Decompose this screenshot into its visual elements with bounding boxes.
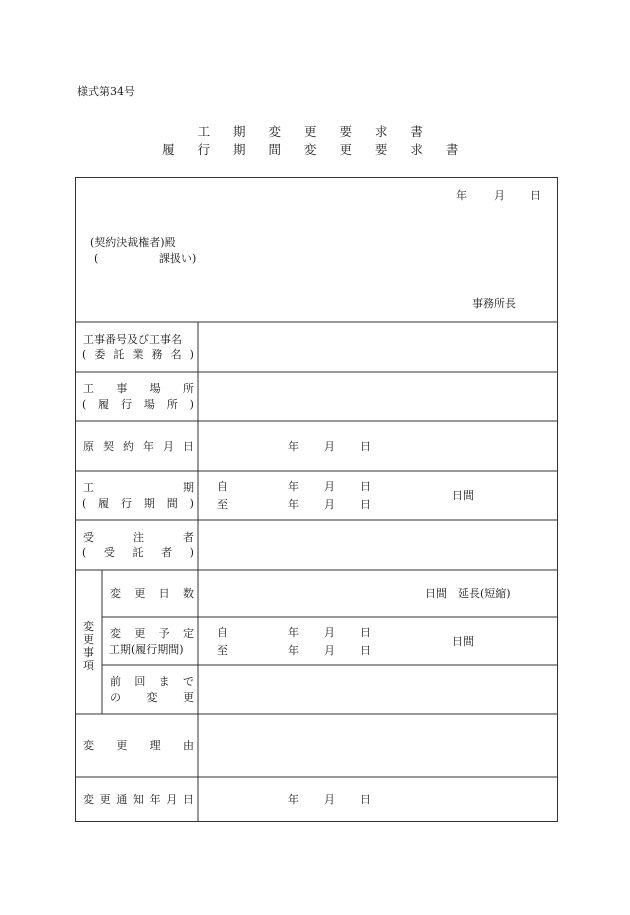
label-period: 工 期 [83, 481, 194, 494]
header-year: 年 [456, 189, 467, 202]
planned-to-day: 日 [360, 644, 371, 657]
period-from: 自 [217, 480, 228, 493]
period-to: 至 [217, 498, 228, 511]
orig-day: 日 [360, 440, 371, 453]
header-day: 日 [530, 189, 541, 202]
change-days-extension: 日間 延長(短縮) [425, 587, 511, 600]
label-original-contract-date: 原 契 約 年 月 日 [83, 440, 194, 453]
label-work-name: 工事番号及び工事名 [83, 333, 182, 346]
addressee: (契約決裁権者)殿 [90, 236, 176, 249]
addressee-sub-open: ( [94, 252, 99, 265]
label-work-place-sub: ( 履 行 場 所 ) [82, 398, 194, 411]
label-contractor: 受 注 者 [83, 531, 194, 544]
period-from-day: 日 [360, 480, 371, 493]
notice-day: 日 [360, 793, 371, 806]
period-from-year: 年 [288, 480, 299, 493]
label-period-sub: ( 履 行 期 間 ) [82, 497, 194, 510]
document-title: 工 期 変 更 要 求 書 [197, 124, 433, 139]
planned-days: 日間 [452, 635, 474, 648]
period-to-month: 月 [324, 498, 335, 511]
orig-month: 月 [324, 440, 335, 453]
notice-month: 月 [324, 793, 335, 806]
addressee-sub-close: 課扱い) [159, 252, 197, 265]
period-from-month: 月 [324, 480, 335, 493]
orig-year: 年 [288, 440, 299, 453]
period-days: 日間 [452, 489, 474, 502]
document-subtitle: 履 行 期 間 変 更 要 求 書 [162, 142, 468, 157]
label-previous: 前 回 ま で [110, 675, 194, 688]
label-previous-sub: の 変 更 [110, 691, 194, 704]
planned-to-month: 月 [324, 644, 335, 657]
form-number: 様式第34号 [77, 85, 135, 98]
label-change-planned-sub: 工期(履行期間) [109, 643, 184, 656]
label-contractor-sub: ( 受 託 者 ) [82, 546, 194, 559]
header-month: 月 [494, 189, 505, 202]
label-change-days: 変 更 日 数 [110, 587, 194, 600]
label-work-name-sub: ( 委 託 業 務 名 ) [82, 348, 194, 361]
label-work-place: 工 事 場 所 [83, 382, 194, 395]
planned-from: 自 [217, 626, 228, 639]
label-change-planned: 変 更 予 定 [110, 627, 194, 640]
planned-to-year: 年 [288, 644, 299, 657]
planned-from-month: 月 [324, 626, 335, 639]
period-to-year: 年 [288, 498, 299, 511]
planned-to: 至 [217, 644, 228, 657]
label-reason: 変 更 理 由 [83, 739, 194, 752]
period-to-day: 日 [360, 498, 371, 511]
notice-year: 年 [288, 793, 299, 806]
office-chief: 事務所長 [472, 297, 516, 310]
label-change-items: 変更事項 [83, 620, 94, 672]
label-notice-date: 変 更 通 知 年 月 日 [83, 793, 194, 806]
planned-from-year: 年 [288, 626, 299, 639]
planned-from-day: 日 [360, 626, 371, 639]
